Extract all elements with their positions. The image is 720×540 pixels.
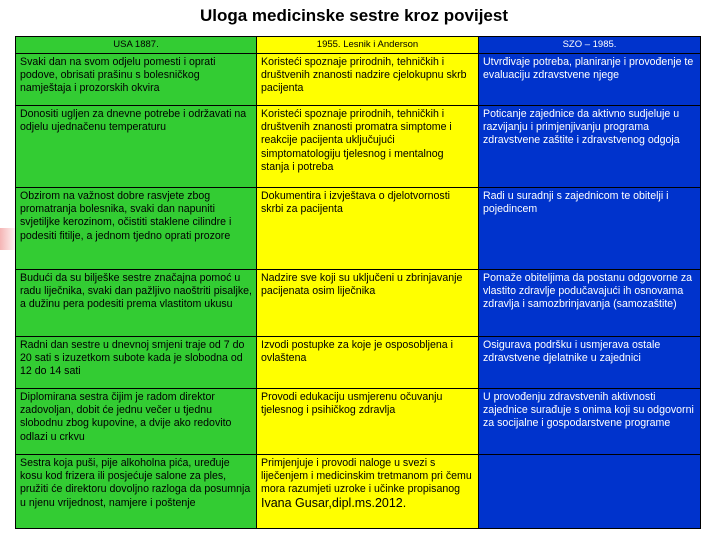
table-row bbox=[16, 455, 701, 529]
table-cell: Obzirom na važnost dobre rasvjete zbog promatranja bolesnika, svaki dan napuniti svjetiljke kerozinom, očistiti staklene cilindre i podesiti fitilje, a jednom tjedno oprati prozore bbox=[16, 188, 257, 270]
table-cell: Radni dan sestre u dnevnoj smjeni traje od 7 do 20 sati s izuzetkom subote kada je slobodna od 12 do 14 sati bbox=[16, 337, 257, 389]
table-cell bbox=[257, 455, 479, 529]
table-cell: Nadzire sve koji su uključeni u zbrinjavanje pacijenata osim liječnika bbox=[257, 270, 479, 337]
table-row bbox=[16, 106, 701, 188]
table-cell: Utvrđivaje potreba, planiranje i provođenje te evaluaciju zdravstvene njege bbox=[479, 54, 701, 106]
header-lesnik-anderson-1955: 1955. Lesnik i Anderson bbox=[257, 37, 479, 54]
table-cell: Provodi edukaciju usmjerenu očuvanju tjelesnog i psihičkog zdravlja bbox=[257, 389, 479, 455]
header-usa-1887: USA 1887. bbox=[16, 37, 257, 54]
table-cell: Koristeći spoznaje prirodnih, tehničkih i društvenih znanosti nadzire cjelokupnu skrb pacijenta bbox=[257, 54, 479, 106]
table-row bbox=[16, 389, 701, 455]
table-cell: Dokumentira i izvještava o djelotvornosti skrbi za pacijenta bbox=[257, 188, 479, 270]
table-cell: Koristeći spoznaje prirodnih, tehničkih i društvenih znanosti promatra simptome i reakcije pacijenta uključujući simptomatologiju tjelesnog i mentalnog stanja i potreba bbox=[257, 106, 479, 188]
author-signature: Ivana Gusar,dipl.ms.2012. bbox=[261, 495, 407, 510]
table-cell: U provođenju zdravstvenih aktivnosti zajednice surađuje s onima koji su odgovorni za socijalne i gospodarstvene programe bbox=[479, 389, 701, 455]
table-cell: Radi u suradnji s zajednicom te obitelji i pojedincem bbox=[479, 188, 701, 270]
table-cell: Budući da su bilješke sestre značajna pomoć u radu liječnika, svaki dan pažljivo naoštriti pisaljke, a dužinu pera podesiti prema vlastitom ukusu bbox=[16, 270, 257, 337]
table-row bbox=[16, 188, 701, 270]
header-row bbox=[16, 37, 701, 54]
cell-text: Primjenjuje i provodi naloge u svezi s liječenjem i medicinskim tretmanom pri čemu mora razumjeti uzroke i učinke propisanog bbox=[261, 457, 472, 496]
table-cell: Izvodi postupke za koje je osposobljena i ovlaštena bbox=[257, 337, 479, 389]
table-cell: Osigurava podršku i usmjerava ostale zdravstvene djelatnike u zajednici bbox=[479, 337, 701, 389]
table-cell: Svaki dan na svom odjelu pomesti i oprati podove, obrisati prašinu s bolesničkog namještaja i prozorskih okvira bbox=[16, 54, 257, 106]
header-szo-1985: SZO – 1985. bbox=[479, 37, 701, 54]
table-cell bbox=[479, 455, 701, 529]
table-cell: Poticanje zajednice da aktivno sudjeluje u razvijanju i primjenjivanju programa zdravstvene zaštite i zdravstvenog odgoja bbox=[479, 106, 701, 188]
table-cell: Donositi ugljen za dnevne potrebe i održavati na odjelu ujednačenu temperaturu bbox=[16, 106, 257, 188]
table-row bbox=[16, 337, 701, 389]
table-row bbox=[16, 54, 701, 106]
table-cell: Sestra koja puši, pije alkoholna pića, uređuje kosu kod frizera ili posjećuje salone za ples, pružiti će direktoru dovoljno razloga da posumnja u njenu vrijednost, namjere i poštenje bbox=[16, 455, 257, 529]
history-table bbox=[15, 36, 701, 529]
table-cell: Pomaže obiteljima da postanu odgovorne za vlastito zdravlje podučavajući ih osnovama zdravlja i samozbrinjavanja (samozaštite) bbox=[479, 270, 701, 337]
table-cell: Diplomirana sestra čijim je radom direktor zadovoljan, dobit će jednu večer u tjednu slobodnu zbog kupovine, a dvije ako redovito odlazi u crkvu bbox=[16, 389, 257, 455]
table-row bbox=[16, 270, 701, 337]
page-title: Uloga medicinske sestre kroz povijest bbox=[199, 6, 508, 25]
